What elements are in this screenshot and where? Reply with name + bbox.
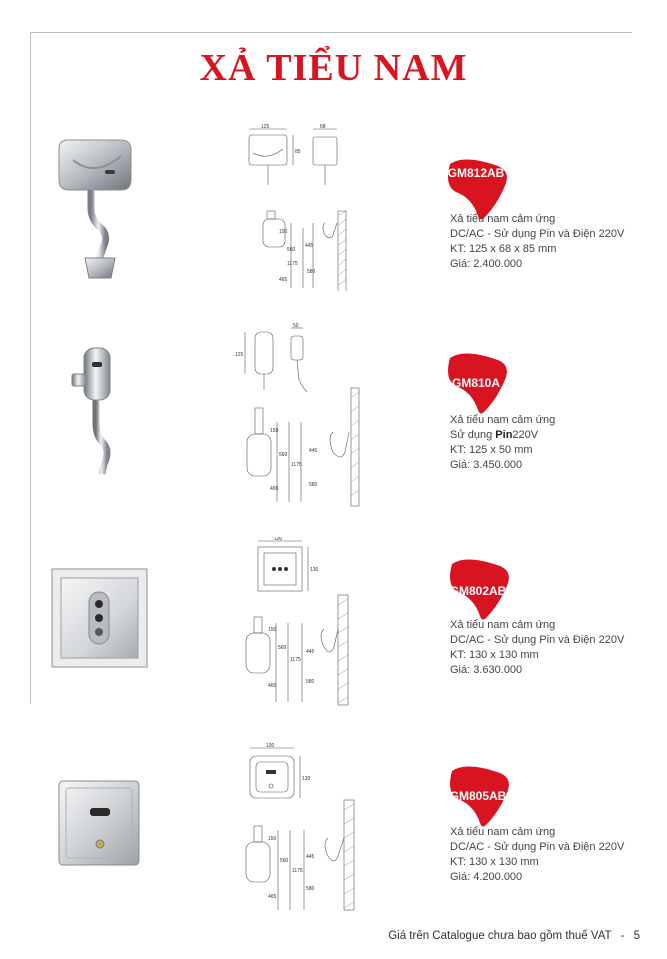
dim-depth: 50 [293, 323, 299, 329]
product-info-gm810a [450, 413, 555, 473]
dim-c: 1175 [290, 657, 301, 663]
frame-line-left [30, 32, 31, 704]
product-size: KT: 125 x 68 x 85 mm [450, 243, 557, 255]
dim-width: 130 [266, 743, 275, 749]
dim-a: 150 [268, 836, 277, 842]
dim-a: 150 [270, 428, 279, 434]
model-badge-gm802ab [446, 558, 516, 622]
technical-drawing-gm802ab [240, 537, 360, 707]
page-title: XẢ TIỂU NAM [199, 47, 468, 89]
dim-f: 445 [305, 243, 314, 249]
dim-g: 580 [309, 482, 318, 488]
product-price: Giá: 4.200.000 [450, 871, 523, 883]
technical-drawing-gm810a [233, 322, 363, 512]
dim-b: 560 [279, 452, 288, 458]
dim-f: 445 [306, 854, 315, 860]
footer-separator: - [620, 930, 625, 942]
product-price: Giá: 2.400.000 [450, 258, 523, 270]
product-photo-gm812ab [55, 138, 135, 283]
footer-note: Giá trên Catalogue chưa bao gồm thuế VAT [388, 930, 612, 942]
dim-c: 1175 [291, 462, 302, 468]
technical-drawing-gm812ab [243, 123, 353, 293]
dim-b: 560 [287, 247, 296, 253]
dim-e: 465 [270, 486, 279, 492]
dim-g: 580 [306, 886, 315, 892]
dim-c: 1175 [292, 868, 303, 874]
product-price: Giá: 3.630.000 [450, 664, 523, 676]
product-desc: Xả tiểu nam cảm ứng [450, 619, 556, 631]
dim-e: 465 [268, 894, 277, 900]
product-size: KT: 125 x 50 mm [450, 444, 533, 456]
product-power: DC/AC - Sử dụng Pin và Điện 220V [450, 634, 625, 646]
product-info-gm812ab [450, 212, 624, 272]
dim-height: 130 [310, 567, 319, 573]
product-photo-gm802ab [51, 568, 148, 668]
product-power: DC/AC - Sử dụng Pin và Điện 220V [450, 228, 625, 240]
product-power: DC/AC - Sử dụng Pin và Điện 220V [450, 841, 625, 853]
page-number: 5 [633, 930, 640, 942]
dim-width: 130 [274, 537, 283, 542]
model-code: GM812AB [447, 166, 505, 180]
product-power: Sử dụng Pin220V [450, 429, 539, 441]
dim-height: 85 [295, 149, 301, 155]
page-footer [0, 930, 640, 942]
product-info-gm805ab [450, 825, 624, 885]
dim-g: 580 [307, 269, 316, 275]
dim-width: 125 [235, 352, 244, 358]
model-code: GM810A [451, 376, 501, 390]
product-size: KT: 130 x 130 mm [450, 649, 539, 661]
model-code: GM802AB [449, 584, 507, 598]
technical-drawing-gm805ab [240, 742, 360, 912]
model-badge-gm805ab [446, 765, 516, 829]
product-price: Giá: 3.450.000 [450, 459, 523, 471]
product-desc: Xả tiểu nam cảm ứng [450, 213, 556, 225]
dim-e: 465 [279, 277, 288, 283]
dim-f: 445 [309, 448, 318, 454]
dim-height: 130 [302, 776, 311, 782]
product-photo-gm805ab [58, 780, 140, 866]
model-badge-gm810a [444, 352, 514, 416]
dim-a: 150 [279, 229, 288, 235]
dim-depth: 68 [320, 124, 326, 130]
product-size: KT: 130 x 130 mm [450, 856, 539, 868]
dim-f: 445 [306, 649, 315, 655]
dim-b: 560 [280, 858, 289, 864]
dim-width: 125 [261, 124, 270, 130]
dim-g: 580 [306, 679, 315, 685]
model-code: GM805AB [449, 789, 507, 803]
dim-e: 465 [268, 683, 277, 689]
dim-b: 560 [278, 645, 287, 651]
product-photo-gm810a [68, 344, 123, 479]
frame-line-top [30, 32, 632, 33]
dim-a: 150 [268, 627, 277, 633]
product-info-gm802ab [450, 618, 624, 678]
product-desc: Xả tiểu nam cảm ứng [450, 826, 556, 838]
product-desc: Xả tiểu nam cảm ứng [450, 414, 556, 426]
dim-c: 1175 [287, 261, 298, 267]
